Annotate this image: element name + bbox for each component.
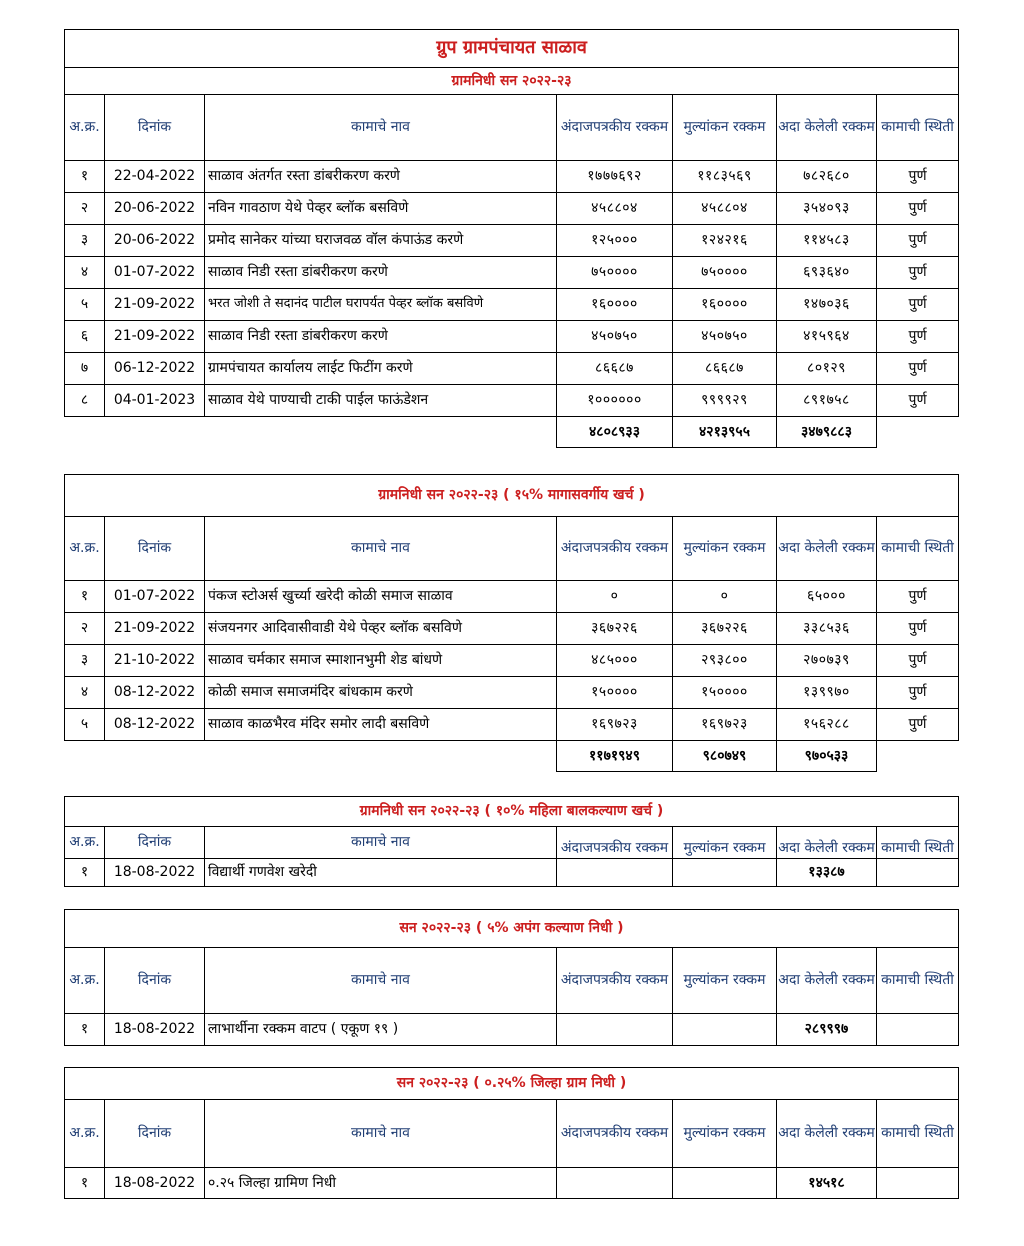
row-valuation: ७५०००० (673, 257, 777, 289)
row-name: नविन गावठाण येथे पेव्हर ब्लॉक बसविणे (205, 193, 557, 225)
row-no: ४ (65, 257, 105, 289)
total-paid: ३४७९८८३ (777, 417, 877, 448)
row-status: पुर्ण (877, 581, 959, 613)
row-valuation (673, 1014, 777, 1046)
section-title: सन २०२२-२३ ( ५% अपंग कल्याण निधी ) (65, 910, 959, 948)
table-row (65, 161, 959, 193)
row-paid: १५६२८८ (777, 709, 877, 741)
row-valuation: १६९७२३ (673, 709, 777, 741)
col-header-valuation: मुल्यांकन रक्कम (673, 827, 777, 859)
row-no: १ (65, 859, 105, 887)
table-row (65, 385, 959, 417)
row-valuation: १२४२१६ (673, 225, 777, 257)
row-no: १ (65, 1168, 105, 1199)
row-estimate: १६९७२३ (557, 709, 673, 741)
totals-row (65, 741, 959, 772)
row-estimate: ८६६८७ (557, 353, 673, 385)
row-status: पुर्ण (877, 161, 959, 193)
col-header-name: कामाचे नाव (205, 1100, 557, 1168)
row-date: 01-07-2022 (105, 257, 205, 289)
row-paid: ८९१७५८ (777, 385, 877, 417)
col-header-status: कामाची स्थिती (877, 948, 959, 1014)
row-name: भरत जोशी ते सदानंद पाटील घरापर्यत पेव्हर ब्लॉक बसविणे (205, 289, 557, 321)
row-estimate (557, 1168, 673, 1199)
row-valuation (673, 859, 777, 887)
row-paid: १४७०३६ (777, 289, 877, 321)
row-estimate: ३६७२२६ (557, 613, 673, 645)
row-date: 08-12-2022 (105, 709, 205, 741)
table-district-village-fund (64, 1067, 959, 1199)
row-status: पुर्ण (877, 613, 959, 645)
row-status (877, 859, 959, 887)
row-date: 18-08-2022 (105, 859, 205, 887)
col-header-status: कामाची स्थिती (877, 827, 959, 859)
row-estimate: ७५०००० (557, 257, 673, 289)
row-name: संजयनगर आदिवासीवाडी येथे पेव्हर ब्लॉक बसविणे (205, 613, 557, 645)
col-header-estimate: अंदाजपत्रकीय रक्कम (557, 95, 673, 161)
row-paid: १३३८७ (777, 859, 877, 887)
row-paid: २८९९९७ (777, 1014, 877, 1046)
row-estimate: १६०००० (557, 289, 673, 321)
row-date: 04-01-2023 (105, 385, 205, 417)
row-name: ग्रामपंचायत कार्यालय लाईट फिटींग करणे (205, 353, 557, 385)
row-no: ७ (65, 353, 105, 385)
row-valuation: ११८३५६९ (673, 161, 777, 193)
table-row (65, 859, 959, 887)
section-title: ग्रामनिधी सन २०२२-२३ ( १५% मागासवर्गीय खर्च ) (65, 475, 959, 517)
row-name: साळाव निडी रस्ता डांबरीकरण करणे (205, 321, 557, 353)
row-no: २ (65, 193, 105, 225)
row-valuation: ४५८८०४ (673, 193, 777, 225)
col-header-valuation: मुल्यांकन रक्कम (673, 1100, 777, 1168)
table-row (65, 581, 959, 613)
table-row (65, 645, 959, 677)
row-paid: ७८२६८० (777, 161, 877, 193)
row-estimate (557, 859, 673, 887)
row-no: ८ (65, 385, 105, 417)
row-status: पुर्ण (877, 677, 959, 709)
col-header-date: दिनांक (105, 95, 205, 161)
row-name: साळाव अंतर्गत रस्ता डांबरीकरण करणे (205, 161, 557, 193)
row-no: ३ (65, 225, 105, 257)
col-header-name: कामाचे नाव (205, 827, 557, 859)
row-valuation (673, 1168, 777, 1199)
table-row (65, 1014, 959, 1046)
row-status (877, 1014, 959, 1046)
col-header-date: दिनांक (105, 948, 205, 1014)
table-row (65, 257, 959, 289)
row-no: १ (65, 161, 105, 193)
row-paid: ११४५८३ (777, 225, 877, 257)
row-name: पंकज स्टोअर्स खुर्च्या खरेदी कोळी समाज साळाव (205, 581, 557, 613)
row-no: ६ (65, 321, 105, 353)
section-title: ग्रामनिधी सन २०२२-२३ ( १०% महिला बालकल्याण खर्च ) (65, 797, 959, 827)
col-header-name: कामाचे नाव (205, 95, 557, 161)
table-women-child-welfare (64, 796, 959, 887)
row-status: पुर्ण (877, 193, 959, 225)
total-estimate: ४८०८९३३ (557, 417, 673, 448)
col-header-no: अ.क्र. (65, 1100, 105, 1168)
row-valuation: १५०००० (673, 677, 777, 709)
col-header-valuation: मुल्यांकन रक्कम (673, 948, 777, 1014)
table-row (65, 321, 959, 353)
section-title: ग्रामनिधी सन २०२२-२३ (65, 68, 959, 95)
row-valuation: ९९९९२९ (673, 385, 777, 417)
row-no: ५ (65, 289, 105, 321)
col-header-paid: अदा केलेली रक्कम (777, 95, 877, 161)
col-header-status: कामाची स्थिती (877, 95, 959, 161)
row-date: 22-04-2022 (105, 161, 205, 193)
row-valuation: ३६७२२६ (673, 613, 777, 645)
col-header-no: अ.क्र. (65, 827, 105, 859)
row-date: 21-09-2022 (105, 613, 205, 645)
row-status: पुर्ण (877, 289, 959, 321)
col-header-status: कामाची स्थिती (877, 1100, 959, 1168)
row-name: कोळी समाज समाजमंदिर बांधकाम करणे (205, 677, 557, 709)
row-estimate: १०००००० (557, 385, 673, 417)
row-name: साळाव काळभैरव मंदिर समोर लादी बसविणे (205, 709, 557, 741)
col-header-valuation: मुल्यांकन रक्कम (673, 517, 777, 581)
row-name: साळाव येथे पाण्याची टाकी पाईल फाऊंडेशन (205, 385, 557, 417)
table-row (65, 193, 959, 225)
col-header-paid: अदा केलेली रक्कम (777, 517, 877, 581)
col-header-estimate: अंदाजपत्रकीय रक्कम (557, 827, 673, 859)
col-header-paid: अदा केलेली रक्कम (777, 948, 877, 1014)
row-paid: ३५४०९३ (777, 193, 877, 225)
table-row (65, 225, 959, 257)
col-header-no: अ.क्र. (65, 948, 105, 1014)
col-header-name: कामाचे नाव (205, 517, 557, 581)
row-status: पुर्ण (877, 709, 959, 741)
section-title: सन २०२२-२३ ( ०.२५% जिल्हा ग्राम निधी ) (65, 1068, 959, 1100)
table-row (65, 613, 959, 645)
row-status: पुर्ण (877, 353, 959, 385)
total-valuation: ९८०७४९ (673, 741, 777, 772)
row-name: ०.२५ जिल्हा ग्रामिण निधी (205, 1168, 557, 1199)
row-status: पुर्ण (877, 385, 959, 417)
col-header-date: दिनांक (105, 827, 205, 859)
row-paid: ३३८५३६ (777, 613, 877, 645)
row-date: 01-07-2022 (105, 581, 205, 613)
table-row (65, 1168, 959, 1199)
row-name: लाभार्थीना रक्कम वाटप ( एकूण १९ ) (205, 1014, 557, 1046)
row-estimate: १५०००० (557, 677, 673, 709)
row-no: ५ (65, 709, 105, 741)
table-row (65, 353, 959, 385)
row-status: पुर्ण (877, 257, 959, 289)
col-header-date: दिनांक (105, 517, 205, 581)
row-no: ३ (65, 645, 105, 677)
row-date: 20-06-2022 (105, 225, 205, 257)
row-date: 06-12-2022 (105, 353, 205, 385)
row-estimate: ४५८८०४ (557, 193, 673, 225)
row-no: ४ (65, 677, 105, 709)
col-header-estimate: अंदाजपत्रकीय रक्कम (557, 948, 673, 1014)
total-valuation: ४२१३९५५ (673, 417, 777, 448)
row-paid: २७०७३९ (777, 645, 877, 677)
row-date: 20-06-2022 (105, 193, 205, 225)
row-estimate: ४५०७५० (557, 321, 673, 353)
row-paid: ६५००० (777, 581, 877, 613)
col-header-date: दिनांक (105, 1100, 205, 1168)
row-no: २ (65, 613, 105, 645)
row-estimate: १२५००० (557, 225, 673, 257)
row-no: १ (65, 1014, 105, 1046)
row-date: 18-08-2022 (105, 1014, 205, 1046)
row-estimate: १७७७६९२ (557, 161, 673, 193)
col-header-no: अ.क्र. (65, 95, 105, 161)
row-date: 21-09-2022 (105, 321, 205, 353)
row-valuation: १६०००० (673, 289, 777, 321)
total-estimate: ११७१९४९ (557, 741, 673, 772)
col-header-paid: अदा केलेली रक्कम (777, 827, 877, 859)
row-paid: १४५१८ (777, 1168, 877, 1199)
row-name: विद्यार्थी गणवेश खरेदी (205, 859, 557, 887)
row-status (877, 1168, 959, 1199)
row-paid: ८०१२९ (777, 353, 877, 385)
table-disability-welfare (64, 909, 959, 1046)
row-name: प्रमोद सानेकर यांच्या घराजवळ वॉल कंपाऊंड करणे (205, 225, 557, 257)
row-valuation: ४५०७५० (673, 321, 777, 353)
total-paid: ९७०५३३ (777, 741, 877, 772)
row-date: 21-10-2022 (105, 645, 205, 677)
row-status: पुर्ण (877, 321, 959, 353)
row-paid: ४१५९६४ (777, 321, 877, 353)
table-gramnidhi (64, 29, 959, 448)
row-date: 08-12-2022 (105, 677, 205, 709)
col-header-status: कामाची स्थिती (877, 517, 959, 581)
table-backward-class (64, 474, 959, 772)
col-header-no: अ.क्र. (65, 517, 105, 581)
row-paid: ६९३६४० (777, 257, 877, 289)
org-title: ग्रुप ग्रामपंचायत साळाव (65, 30, 959, 68)
row-name: साळाव निडी रस्ता डांबरीकरण करणे (205, 257, 557, 289)
row-date: 18-08-2022 (105, 1168, 205, 1199)
totals-row (65, 417, 959, 448)
col-header-estimate: अंदाजपत्रकीय रक्कम (557, 517, 673, 581)
row-name: साळाव चर्मकार समाज स्माशानभुमी शेड बांधणे (205, 645, 557, 677)
row-valuation: २९३८०० (673, 645, 777, 677)
row-no: १ (65, 581, 105, 613)
col-header-valuation: मुल्यांकन रक्कम (673, 95, 777, 161)
row-estimate: ० (557, 581, 673, 613)
row-paid: १३९९७० (777, 677, 877, 709)
col-header-paid: अदा केलेली रक्कम (777, 1100, 877, 1168)
row-estimate: ४८५००० (557, 645, 673, 677)
row-valuation: ८६६८७ (673, 353, 777, 385)
col-header-name: कामाचे नाव (205, 948, 557, 1014)
row-status: पुर्ण (877, 225, 959, 257)
row-status: पुर्ण (877, 645, 959, 677)
table-row (65, 289, 959, 321)
row-date: 21-09-2022 (105, 289, 205, 321)
row-estimate (557, 1014, 673, 1046)
row-valuation: ० (673, 581, 777, 613)
table-row (65, 677, 959, 709)
col-header-estimate: अंदाजपत्रकीय रक्कम (557, 1100, 673, 1168)
table-row (65, 709, 959, 741)
